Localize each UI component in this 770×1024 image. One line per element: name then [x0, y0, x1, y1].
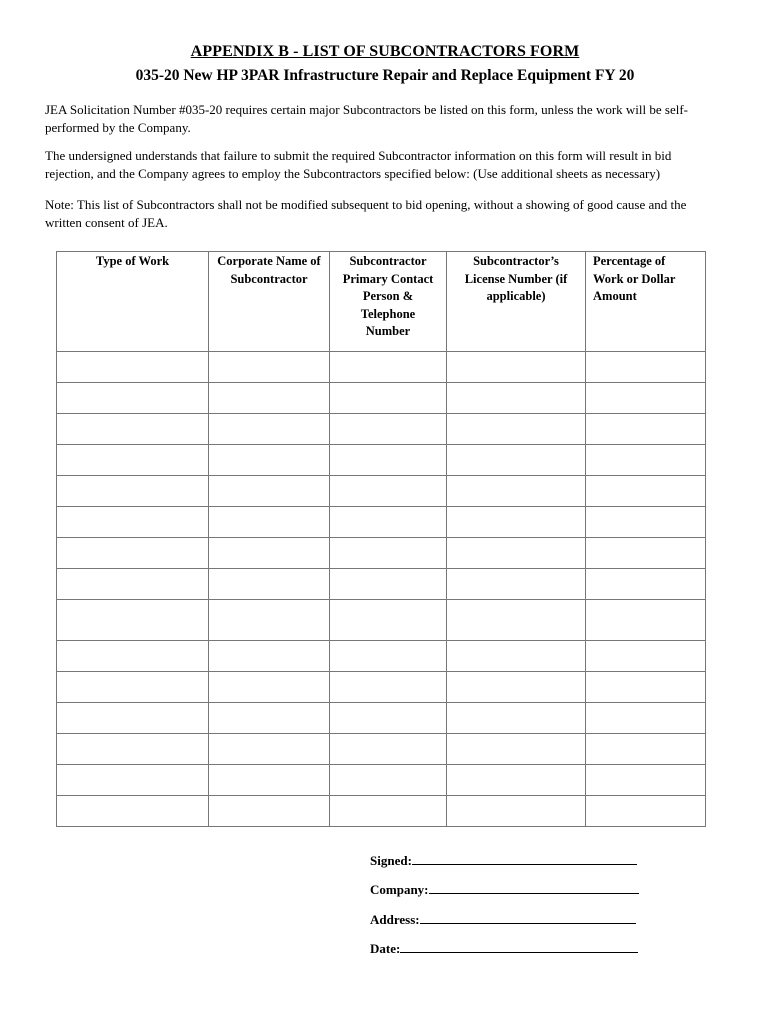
address-line[interactable] — [420, 910, 636, 924]
table-cell[interactable] — [209, 352, 330, 383]
table-row — [57, 600, 706, 641]
table-row — [57, 445, 706, 476]
table-cell[interactable] — [586, 641, 706, 672]
undersigned-paragraph: The undersigned understands that failure to submit the required Subcontractor information on this form will result in bid rejection, and the Company agrees to employ the Subcontractors specified below: (Use additional sheets as necessary) — [45, 148, 672, 181]
table-row — [57, 734, 706, 765]
table-cell[interactable] — [447, 383, 586, 414]
table-cell[interactable] — [586, 765, 706, 796]
table-cell[interactable] — [447, 538, 586, 569]
table-cell[interactable] — [586, 569, 706, 600]
table-cell[interactable] — [330, 703, 447, 734]
table-body — [57, 352, 706, 827]
table-cell[interactable] — [447, 507, 586, 538]
table-cell[interactable] — [447, 600, 586, 641]
table-cell[interactable] — [330, 414, 447, 445]
form-title: APPENDIX B - LIST OF SUBCONTRACTORS FORM — [190, 43, 580, 60]
table-cell[interactable] — [57, 538, 209, 569]
table-cell[interactable] — [586, 538, 706, 569]
signed-label: Signed: — [370, 853, 412, 868]
table-cell[interactable] — [209, 383, 330, 414]
table-cell[interactable] — [209, 765, 330, 796]
header-primary-contact-text: Subcontractor Primary Contact Person & Telephone Number — [342, 254, 434, 338]
table-cell[interactable] — [586, 445, 706, 476]
header-license-number-text: Subcontractor’s License Number (if applicable) — [464, 254, 568, 303]
table-cell[interactable] — [447, 641, 586, 672]
address-field — [370, 910, 636, 928]
table-cell[interactable] — [57, 672, 209, 703]
company-label: Company: — [370, 882, 429, 897]
company-field — [370, 880, 639, 898]
note-paragraph: Note: This list of Subcontractors shall not be modified subsequent to bid opening, without a showing of good cause and the written consent of JEA. — [45, 197, 687, 230]
table-cell[interactable] — [57, 383, 209, 414]
header-corporate-name-text: Corporate Name of Subcontractor — [217, 254, 321, 286]
header-percentage — [586, 252, 706, 352]
table-row — [57, 672, 706, 703]
table-row — [57, 538, 706, 569]
table-cell[interactable] — [57, 765, 209, 796]
table-row — [57, 765, 706, 796]
table-row — [57, 641, 706, 672]
table-cell[interactable] — [447, 569, 586, 600]
table-cell[interactable] — [586, 734, 706, 765]
table-cell[interactable] — [447, 672, 586, 703]
table-cell[interactable] — [330, 445, 447, 476]
table-cell[interactable] — [330, 672, 447, 703]
table-cell[interactable] — [57, 445, 209, 476]
table-cell[interactable] — [57, 703, 209, 734]
table-cell[interactable] — [586, 414, 706, 445]
table-cell[interactable] — [330, 600, 447, 641]
table-cell[interactable] — [209, 445, 330, 476]
table-row — [57, 569, 706, 600]
table-cell[interactable] — [57, 414, 209, 445]
table-cell[interactable] — [586, 796, 706, 827]
signed-line[interactable] — [412, 851, 637, 865]
table-cell[interactable] — [330, 734, 447, 765]
address-label: Address: — [370, 912, 420, 927]
table-cell[interactable] — [447, 352, 586, 383]
table-cell[interactable] — [586, 703, 706, 734]
header-corporate-name — [209, 252, 330, 352]
table-cell[interactable] — [57, 734, 209, 765]
table-cell[interactable] — [586, 383, 706, 414]
table-cell[interactable] — [209, 476, 330, 507]
table-cell[interactable] — [330, 352, 447, 383]
table-cell[interactable] — [586, 600, 706, 641]
table-cell[interactable] — [586, 352, 706, 383]
table-row — [57, 507, 706, 538]
table-cell[interactable] — [586, 672, 706, 703]
table-cell[interactable] — [209, 703, 330, 734]
table-cell[interactable] — [57, 476, 209, 507]
date-field — [370, 939, 638, 957]
table-cell[interactable] — [330, 476, 447, 507]
table-cell[interactable] — [447, 476, 586, 507]
table-cell[interactable] — [447, 445, 586, 476]
form-subtitle: 035-20 New HP 3PAR Infrastructure Repair and Replace Equipment FY 20 — [135, 67, 635, 84]
table-row — [57, 383, 706, 414]
subcontractors-table — [56, 251, 706, 827]
table-row — [57, 703, 706, 734]
table-cell[interactable] — [330, 538, 447, 569]
signed-field — [370, 851, 637, 869]
table-cell[interactable] — [447, 734, 586, 765]
header-type-of-work: Type of Work — [57, 252, 209, 352]
table-row — [57, 796, 706, 827]
date-label: Date: — [370, 941, 401, 956]
company-line[interactable] — [429, 880, 639, 894]
header-percentage-text: Percentage of Work or Dollar Amount — [593, 254, 676, 303]
table-cell[interactable] — [57, 796, 209, 827]
table-cell[interactable] — [330, 507, 447, 538]
date-line[interactable] — [400, 939, 638, 953]
table-row — [57, 352, 706, 383]
table-cell[interactable] — [586, 507, 706, 538]
table-cell[interactable] — [330, 569, 447, 600]
table-cell[interactable] — [57, 641, 209, 672]
table-cell[interactable] — [447, 796, 586, 827]
table-cell[interactable] — [330, 765, 447, 796]
table-cell[interactable] — [209, 538, 330, 569]
table-row — [57, 476, 706, 507]
table-cell[interactable] — [209, 507, 330, 538]
table-cell[interactable] — [209, 796, 330, 827]
table-cell[interactable] — [330, 796, 447, 827]
table-cell[interactable] — [57, 507, 209, 538]
table-cell[interactable] — [209, 734, 330, 765]
header-primary-contact — [330, 252, 447, 352]
intro-paragraph: JEA Solicitation Number #035-20 requires certain major Subcontractors be listed on this form, unless the work will be self-performed by the Company. — [45, 102, 689, 135]
table-cell[interactable] — [447, 703, 586, 734]
table-cell[interactable] — [330, 641, 447, 672]
table-header-row — [57, 252, 706, 352]
table-cell[interactable] — [209, 641, 330, 672]
table-cell[interactable] — [209, 414, 330, 445]
table-cell[interactable] — [447, 765, 586, 796]
table-cell[interactable] — [209, 600, 330, 641]
table-cell[interactable] — [57, 569, 209, 600]
table-cell[interactable] — [330, 383, 447, 414]
table-cell[interactable] — [447, 414, 586, 445]
table-cell[interactable] — [57, 600, 209, 641]
table-row — [57, 414, 706, 445]
table-cell[interactable] — [586, 476, 706, 507]
header-license-number — [447, 252, 586, 352]
table-cell[interactable] — [57, 352, 209, 383]
table-cell[interactable] — [209, 672, 330, 703]
table-cell[interactable] — [209, 569, 330, 600]
